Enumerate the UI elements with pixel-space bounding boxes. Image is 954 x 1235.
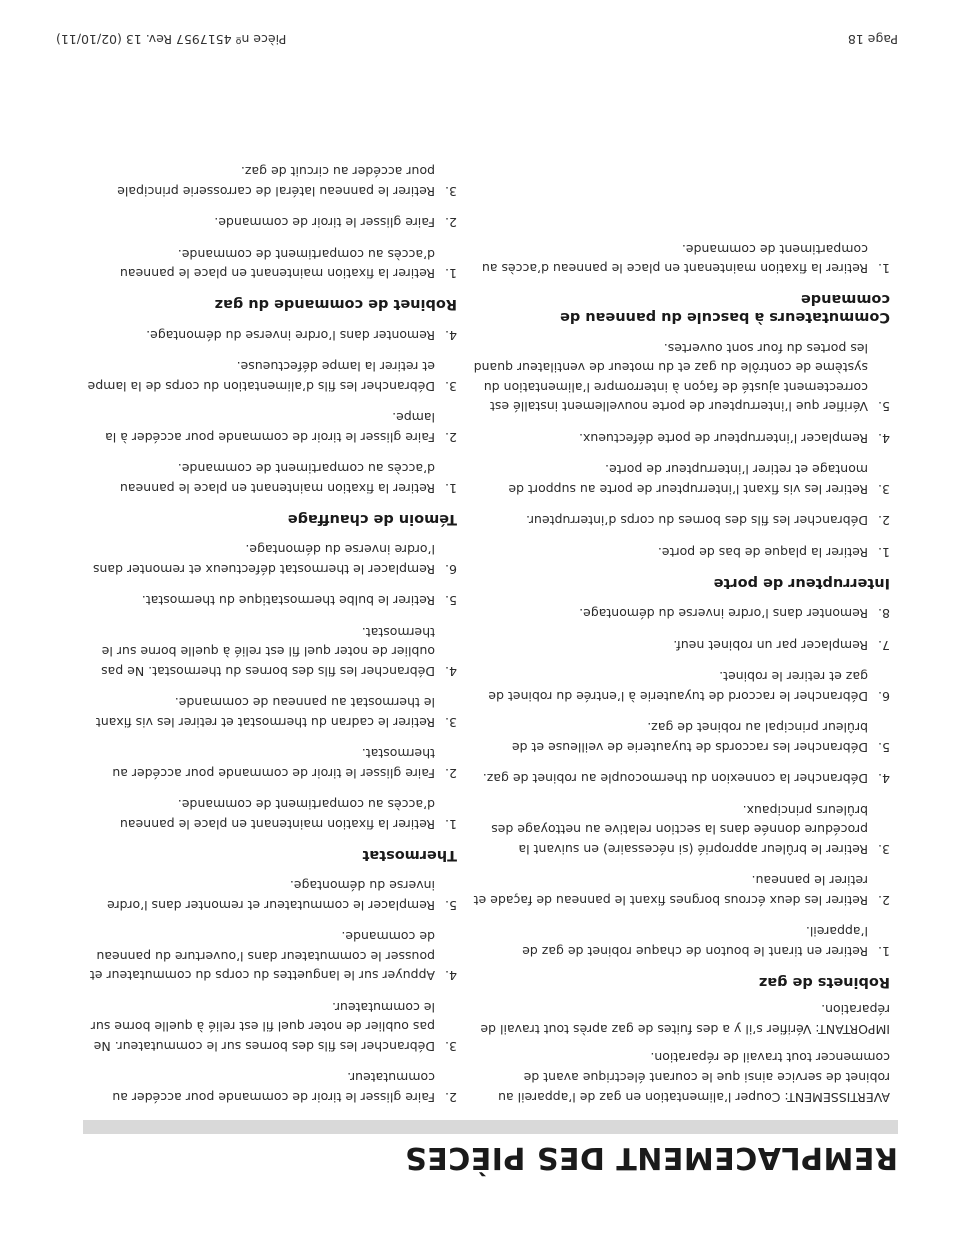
step-number: 1. bbox=[445, 266, 457, 282]
step-number: 7. bbox=[878, 638, 890, 653]
step-item bbox=[470, 604, 890, 624]
step-item bbox=[470, 429, 890, 449]
step-text: Débrancher le raccord de tuyauterie à l’entrée du robinet de gaz et retirer le robinet. bbox=[488, 669, 868, 704]
step-item bbox=[470, 339, 890, 417]
section-robinet-de-commande-du-gaz bbox=[85, 162, 457, 314]
step-number: 1. bbox=[445, 817, 457, 832]
step-text: Retirer le bulbe thermostatique du thermostat. bbox=[141, 593, 435, 609]
step-item bbox=[470, 769, 890, 789]
step-number: 6. bbox=[878, 689, 890, 704]
section-heading: Commutateurs à bascule du panneau de commande bbox=[560, 291, 890, 326]
step-text: Débrancher la connexion du thermocouple au robinet de gaz. bbox=[482, 771, 868, 787]
step-text: Retirer la fixation maintenant en place le panneau d’accès au compartiment de commande. bbox=[119, 247, 435, 282]
step-item bbox=[85, 213, 457, 233]
step-number: 4. bbox=[445, 664, 457, 679]
step-number: 3. bbox=[445, 184, 457, 199]
step-number: 4. bbox=[878, 431, 890, 446]
step-number: 8. bbox=[878, 606, 890, 622]
step-number: 4. bbox=[445, 328, 457, 343]
step-number: 2. bbox=[445, 215, 457, 231]
title-rule bbox=[83, 1120, 898, 1134]
right-sections bbox=[85, 162, 457, 864]
step-text: Retirer la fixation maintenant en place le panneau d’accès au compartiment de commande. bbox=[481, 242, 868, 277]
step-item bbox=[85, 540, 457, 579]
step-number: 3. bbox=[445, 1039, 457, 1054]
step-item bbox=[85, 326, 457, 346]
step-number: 5. bbox=[445, 593, 457, 609]
page-number: Page 18 bbox=[847, 32, 898, 47]
section-heading: Témoin de chauffage bbox=[287, 511, 457, 527]
section-commutateurs-a-bascule-du-panneau-de-commande bbox=[470, 240, 890, 327]
step-item bbox=[85, 927, 457, 986]
toggle-switch-steps-continued bbox=[85, 876, 457, 1107]
step-item bbox=[470, 240, 890, 279]
step-text: Retirer la fixation maintenant en place le panneau d’accès au compartiment de commande. bbox=[119, 461, 435, 496]
step-item bbox=[470, 871, 890, 910]
step-item bbox=[85, 408, 457, 447]
step-text: Faire glisser le tiroir de commande pour accéder au commutateur. bbox=[112, 1070, 435, 1105]
step-item bbox=[85, 459, 457, 498]
step-list bbox=[85, 326, 457, 499]
step-number: 3. bbox=[878, 482, 890, 497]
step-number: 5. bbox=[445, 898, 457, 913]
step-number: 5. bbox=[878, 399, 890, 415]
step-text: Retirer le cadran du thermostat et retirer les vis fixant le thermostat au panneau de commande. bbox=[95, 695, 435, 730]
step-item bbox=[85, 693, 457, 732]
step-text: Vérifier que l’interrupteur de porte nouvellement installé est correctement ajusté de façon à interrompre l’alimentation du système de contrôle du gaz et du moteur de ventilateur quand les portes du four sont ouvertes. bbox=[473, 341, 868, 415]
section-robinets-de-gaz bbox=[470, 604, 890, 991]
step-number: 3. bbox=[878, 842, 890, 857]
step-text: Faire glisser le tiroir de commande pour accéder au thermostat. bbox=[112, 746, 435, 781]
section-heading: Robinets de gaz bbox=[758, 974, 890, 990]
step-number: 1. bbox=[445, 481, 457, 496]
section-interrupteur-de-porte bbox=[470, 339, 890, 593]
step-text: Remplacer par un robinet neuf. bbox=[673, 638, 868, 653]
step-text: Appuyer sur le languettes du corps du commutateur et pousser le commutateur dans l’ouverture du panneau de commande. bbox=[89, 929, 435, 984]
step-item bbox=[85, 1068, 457, 1107]
important-text: IMPORTANT: Vérifier s’il y a des fuites de gaz après tout travail de réparation. bbox=[480, 1002, 890, 1037]
step-number: 1. bbox=[878, 261, 890, 277]
step-text: Débrancher les fils des bornes du corps d’interrupteur. bbox=[526, 513, 868, 529]
page-title: REMPLACEMENT DES PIÈCES bbox=[404, 1140, 898, 1175]
step-list bbox=[470, 604, 890, 961]
step-text: Retirer la fixation maintenant en place le panneau d’accès au compartiment de commande. bbox=[119, 797, 435, 832]
step-number: 6. bbox=[445, 562, 457, 577]
step-text: Faire glisser le tiroir de commande pour accéder à la lampe. bbox=[105, 410, 435, 445]
step-item bbox=[85, 623, 457, 682]
step-text: Retirer les vis fixant l’interrupteur de porte au support de montage et retirer l’interrupteur de porte. bbox=[508, 462, 868, 497]
part-number: Pièce nº 4517957 Rev. 13 (02/10/11) bbox=[56, 32, 287, 47]
step-item bbox=[470, 922, 890, 961]
step-number: 4. bbox=[878, 771, 890, 787]
step-list bbox=[85, 162, 457, 284]
step-text: Débrancher les fils d’alimentation du corps de la lampe et retirer la lampe défectueuse. bbox=[87, 359, 435, 394]
step-text: Débrancher les fils des bornes du thermostat. Ne pas oublier de noter quel fil est relié à quelle borne sur le thermostat. bbox=[101, 625, 435, 679]
step-item bbox=[470, 511, 890, 531]
step-text: Remplacer l’interrupteur de porte défectueux. bbox=[579, 431, 868, 446]
left-column bbox=[470, 228, 890, 1108]
step-item bbox=[470, 801, 890, 860]
step-text: Faire glisser le tiroir de commande. bbox=[214, 215, 435, 231]
step-text: Débrancher les raccords de tuyauterie de veilleuse et de brûleur principal au robinet de gaz. bbox=[511, 720, 868, 755]
step-number: 1. bbox=[878, 944, 890, 959]
step-text: Remonter dans l’ordre inverse du démontage. bbox=[579, 606, 868, 622]
step-number: 5. bbox=[878, 740, 890, 755]
step-text: Remplacer le commutateur et remonter dans l’ordre inverse du démontage. bbox=[107, 878, 435, 913]
right-column bbox=[85, 150, 457, 1107]
step-number: 2. bbox=[878, 893, 890, 908]
step-number: 4. bbox=[445, 968, 457, 984]
step-text: Remplacer le thermostat défectueux et remonter dans l’ordre inverse du démontage. bbox=[92, 542, 435, 577]
step-item bbox=[470, 636, 890, 656]
step-item bbox=[470, 718, 890, 757]
step-number: 3. bbox=[445, 379, 457, 394]
step-text: Retirer la plaque de bas de porte. bbox=[657, 545, 868, 560]
step-item bbox=[470, 460, 890, 499]
step-item bbox=[470, 667, 890, 706]
step-number: 3. bbox=[445, 715, 457, 730]
section-heading: Thermostat bbox=[362, 847, 457, 863]
step-item bbox=[85, 245, 457, 284]
step-text: Retirer en tirant le bouton de chaque robinet de gaz de l’appareil. bbox=[522, 924, 868, 959]
step-list bbox=[85, 540, 457, 834]
section-heading: Interrupteur de porte bbox=[713, 575, 890, 591]
step-item bbox=[85, 591, 457, 611]
step-text: Retirer les deux écrous borgnes fixant le panneau de façade et retirer le panneau. bbox=[473, 873, 868, 908]
step-text: Retirer le brûleur approprié (si nécessaire) en suivant la procédure donnée dans la section relative au nettoyage des brûleurs principaux. bbox=[491, 803, 868, 857]
step-number: 2. bbox=[445, 430, 457, 445]
step-number: 2. bbox=[445, 766, 457, 781]
step-number: 1. bbox=[878, 545, 890, 560]
step-text: Retirer le panneau latéral de carrosserie principale pour accéder au circuit de gaz. bbox=[117, 164, 435, 199]
section-temoin-de-chauffage bbox=[85, 326, 457, 529]
warning-text: AVERTISSEMENT: Couper l’alimentation en gaz de l’appareil au robinet de service ainsi que le courant électrique avant de commencer tout travail de réparation. bbox=[498, 1050, 890, 1105]
step-item bbox=[85, 357, 457, 396]
left-sections bbox=[470, 240, 890, 992]
step-item bbox=[85, 162, 457, 201]
step-text: Remonter dans l’ordre inverse du démontage. bbox=[146, 328, 435, 343]
step-list bbox=[470, 240, 890, 279]
step-text: Débrancher les fils des bornes sur le commutateur. Ne pas oublier de noter quel fil est relié à quelle borne sur le commutateur. bbox=[90, 1000, 435, 1054]
section-thermostat bbox=[85, 540, 457, 864]
step-number: 2. bbox=[878, 513, 890, 529]
step-item bbox=[85, 744, 457, 783]
step-item bbox=[85, 998, 457, 1057]
step-list bbox=[470, 339, 890, 563]
step-item bbox=[470, 543, 890, 563]
step-item bbox=[85, 876, 457, 915]
step-item bbox=[85, 795, 457, 834]
step-number: 2. bbox=[445, 1090, 457, 1105]
section-heading: Robinet de commande du gaz bbox=[214, 296, 457, 313]
